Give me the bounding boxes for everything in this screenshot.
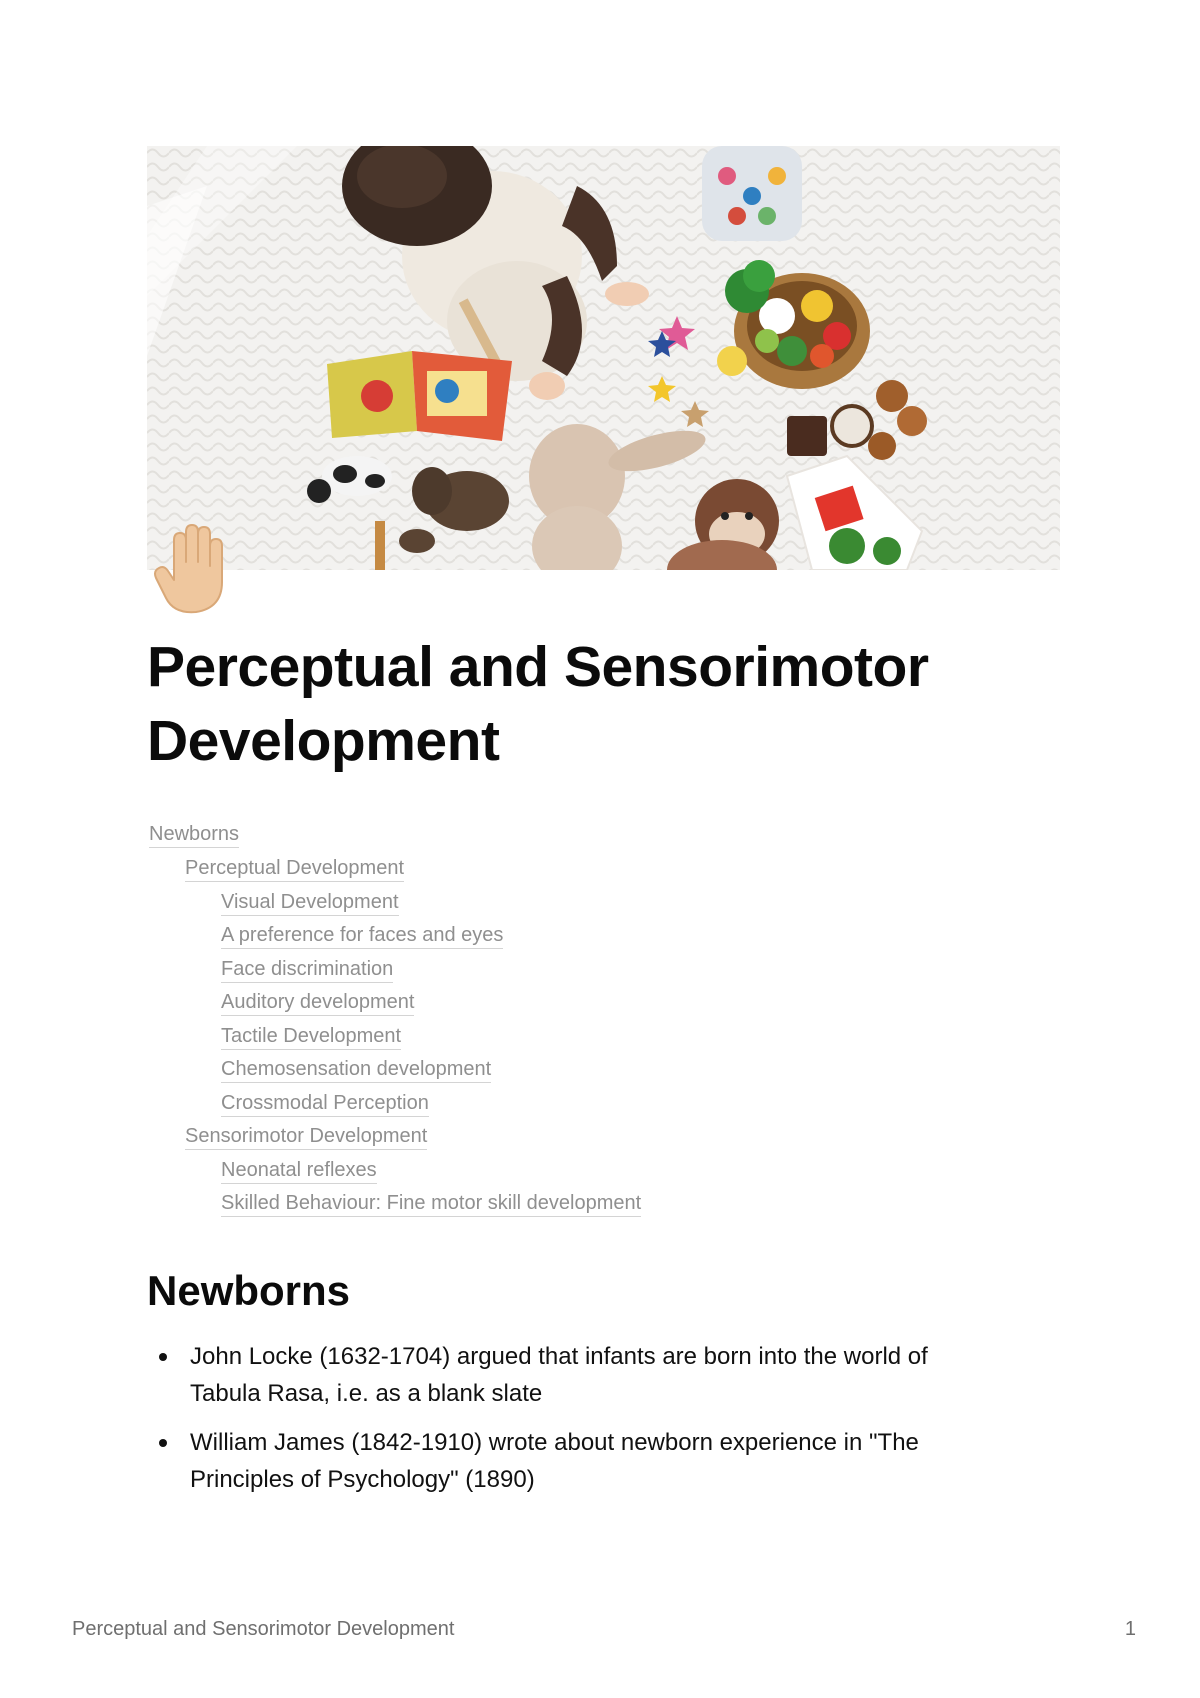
bullet-dot-icon <box>159 1353 167 1361</box>
toc-link-newborns[interactable]: Newborns <box>149 822 239 848</box>
footer-title: Perceptual and Sensorimotor Development <box>72 1618 455 1640</box>
toc-link-auditory-development[interactable]: Auditory development <box>221 990 414 1016</box>
list-item-text: William James (1842-1910) wrote about newborn experience in "The Principles of Psychology" (1890) <box>190 1429 919 1493</box>
page-title: Perceptual and Sensorimotor Development <box>147 635 929 773</box>
section-heading-newborns: Newborns <box>147 1267 351 1314</box>
toc-link-sensorimotor-development[interactable]: Sensorimotor Development <box>185 1124 427 1150</box>
toc-link-preference-for-faces[interactable]: A preference for faces and eyes <box>221 923 503 949</box>
bullet-dot-icon <box>159 1439 167 1447</box>
toc-link-face-discrimination[interactable]: Face discrimination <box>221 957 393 983</box>
toc-link-chemosensation-development[interactable]: Chemosensation development <box>221 1057 491 1083</box>
toc-link-skilled-behaviour[interactable]: Skilled Behaviour: Fine motor skill development <box>221 1191 641 1217</box>
list-item-text: John Locke (1632-1704) argued that infants are born into the world of Tabula Rasa, i.e. as a blank slate <box>190 1343 928 1407</box>
cover-image <box>147 146 1060 570</box>
bullet-list <box>147 1338 997 1510</box>
list-item <box>147 1424 997 1498</box>
toc-link-crossmodal-perception[interactable]: Crossmodal Perception <box>221 1091 429 1117</box>
footer-page-number: 1 <box>1124 1618 1136 1640</box>
toc-link-perceptual-development[interactable]: Perceptual Development <box>185 856 404 882</box>
cover-photo-baby-with-toys <box>147 146 1060 570</box>
toc-link-visual-development[interactable]: Visual Development <box>221 890 399 916</box>
toc-link-tactile-development[interactable]: Tactile Development <box>221 1024 401 1050</box>
raised-hand-icon <box>152 524 236 616</box>
list-item <box>147 1338 997 1412</box>
toc-link-neonatal-reflexes[interactable]: Neonatal reflexes <box>221 1158 377 1184</box>
